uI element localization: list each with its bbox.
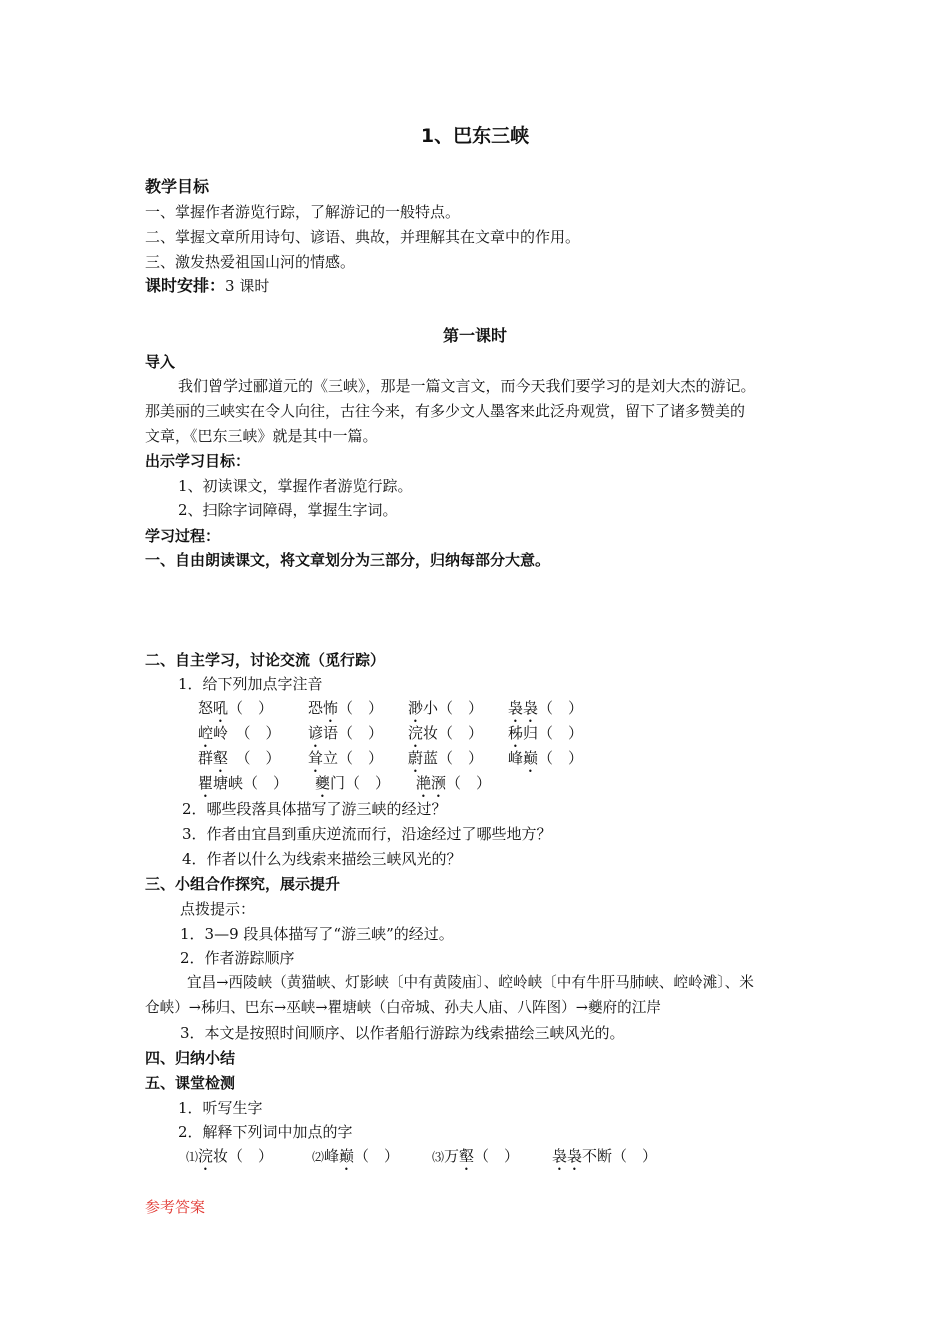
schedule-line xyxy=(145,276,269,296)
word-item: 怒吼（ ） xyxy=(198,699,274,717)
goal-item: 一、掌握作者游览行踪，了解游记的一般特点。 xyxy=(145,203,461,221)
test-2: 2．解释下列词中加点的字 xyxy=(178,1123,353,1141)
route-line: 仓峡）→秭归、巴东→巫峡→瞿塘峡（白帝城、孙夫人庙、八阵图）→夔府的江岸 xyxy=(145,999,661,1016)
intro-line: 我们曾学过郦道元的《三峡》，那是一篇文言文，而今天我们要学习的是刘大杰的游记。 xyxy=(178,377,756,395)
intro-line: 文章，《巴东三峡》就是其中一篇。 xyxy=(145,427,378,445)
question-3: 3．作者由宜昌到重庆逆流而行，沿途经过了哪些地方？ xyxy=(182,825,552,843)
step-4: 四、归纳小结 xyxy=(145,1049,236,1067)
pinyin-row xyxy=(198,748,618,770)
step-1: 一、自由朗读课文，将文章划分为三部分，归纳每部分大意。 xyxy=(145,551,551,569)
study-goal: 1、初读课文，掌握作者游览行踪。 xyxy=(178,477,413,495)
pinyin-row xyxy=(198,773,618,795)
step-3: 三、小组合作探究，展示提升 xyxy=(145,875,341,893)
question-2: 2．哪些段落具体描写了游三峡的经过？ xyxy=(182,800,447,818)
word-item: 滟滪（ ） xyxy=(416,774,492,792)
test-item: 袅袅不断（ ） xyxy=(552,1147,658,1165)
test-item: ⑴浣妆（ ） xyxy=(186,1147,274,1165)
intro-line: 那美丽的三峡实在令人向往，古往今来，有多少文人墨客来此泛舟观赏，留下了诸多赞美的 xyxy=(145,402,746,420)
word-item: 袅袅（ ） xyxy=(508,699,584,717)
study-goals-heading: 出示学习目标： xyxy=(145,452,251,470)
word-item: 蔚蓝（ ） xyxy=(408,749,484,767)
lesson-heading: 第一课时 xyxy=(442,326,507,345)
goals-heading: 教学目标 xyxy=(145,177,210,196)
process-heading: 学习过程： xyxy=(145,527,221,545)
study-goal: 2、扫除字词障碍，掌握生字词。 xyxy=(178,501,398,519)
test-2-items xyxy=(186,1146,686,1168)
route-line: 宜昌→西陵峡（黄猫峡、灯影峡〔中有黄陵庙〕、崆岭峡〔中有牛肝马肺峡、崆岭滩〕、米 xyxy=(187,974,754,991)
question-1: 1．给下列加点字注音 xyxy=(178,675,323,693)
test-1: 1．听写生字 xyxy=(178,1099,263,1117)
question-4: 4．作者以什么为线索来描绘三峡风光的？ xyxy=(182,850,462,868)
word-item: 崆岭 （ ） xyxy=(198,724,281,742)
word-item: 谚语（ ） xyxy=(308,724,384,742)
hint-label: 点拨提示： xyxy=(180,900,256,918)
hint-3: 3．本文是按照时间顺序、以作者船行游踪为线索描绘三峡风光的。 xyxy=(180,1024,625,1042)
word-item: 秭归（ ） xyxy=(508,724,584,742)
hint-2: 2．作者游踪顺序 xyxy=(180,949,295,967)
goal-item: 二、掌握文章所用诗句、谚语、典故，并理解其在文章中的作用。 xyxy=(145,228,581,246)
word-item: 群壑 （ ） xyxy=(198,749,281,767)
hint-1: 1．3—9 段具体描写了“游三峡”的经过。 xyxy=(180,925,454,943)
word-item: 恐怖（ ） xyxy=(308,699,384,717)
step-5: 五、课堂检测 xyxy=(145,1074,236,1092)
word-item: 峰巅（ ） xyxy=(508,749,584,767)
test-item: ⑶万壑（ ） xyxy=(432,1147,520,1165)
word-item: 夔门（ ） xyxy=(315,774,391,792)
schedule-label: 课时安排： xyxy=(145,276,226,295)
test-item: ⑵峰巅（ ） xyxy=(312,1147,400,1165)
pinyin-row xyxy=(198,723,618,745)
word-item: 浣妆（ ） xyxy=(408,724,484,742)
word-item: 瞿塘峡（ ） xyxy=(198,774,289,792)
word-item: 耸立（ ） xyxy=(308,749,384,767)
answer-link[interactable]: 参考答案 xyxy=(145,1198,206,1216)
page-title: 1、巴东三峡 xyxy=(420,125,530,147)
word-item: 渺小（ ） xyxy=(408,699,484,717)
goal-item: 三、激发热爱祖国山河的情感。 xyxy=(145,253,356,271)
schedule-value: 3 课时 xyxy=(225,277,270,295)
pinyin-row xyxy=(198,698,618,720)
intro-heading: 导入 xyxy=(145,353,176,371)
step-2: 二、自主学习，讨论交流（觅行踪） xyxy=(145,651,386,669)
